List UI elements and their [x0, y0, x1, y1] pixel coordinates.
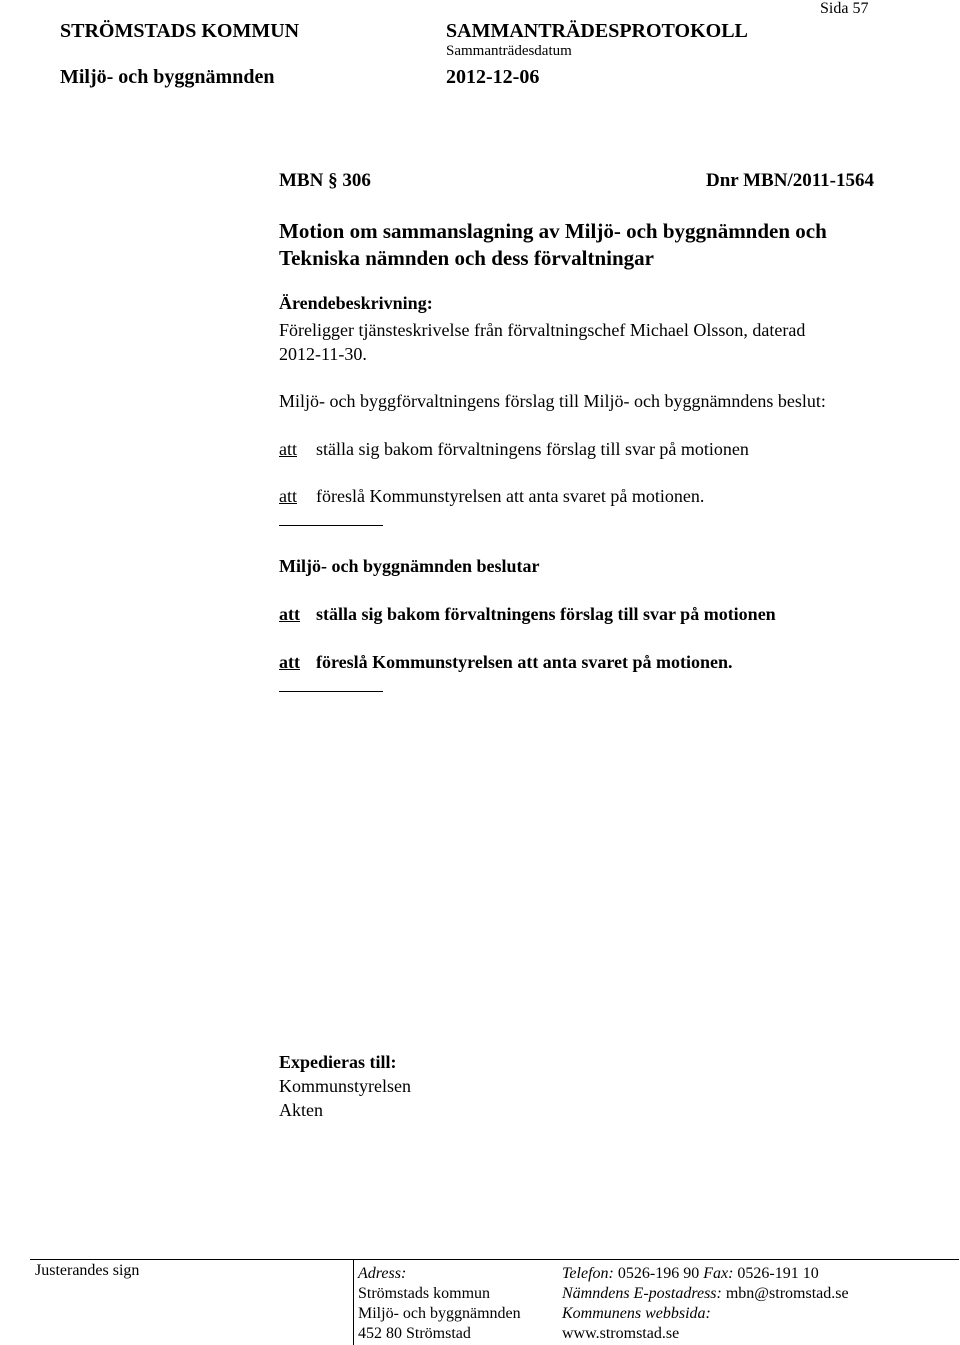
footer-divider — [353, 1259, 354, 1345]
dispatch-recipient: Akten — [279, 1100, 323, 1120]
meeting-date: 2012-12-06 — [446, 66, 540, 88]
case-title-line-1: Motion om sammanslagning av Miljö- och byggnämnden och — [279, 219, 827, 243]
contact-phone-fax — [562, 1265, 819, 1283]
decision-att-1: att — [279, 604, 300, 624]
decision-heading: Miljö- och byggnämnden beslutar — [279, 556, 540, 576]
meeting-date-label: Sammanträdesdatum — [446, 43, 572, 59]
address-line: Miljö- och byggnämnden — [358, 1305, 521, 1322]
page-number: Sida 57 — [820, 0, 869, 17]
decision-att-2: att — [279, 652, 300, 672]
decision-item-1: ställa sig bakom förvaltningens förslag till svar på motionen — [316, 604, 776, 624]
separator-line — [279, 691, 383, 692]
fax-label: Fax: — [703, 1265, 734, 1282]
decision-item-2: föreslå Kommunstyrelsen att anta svaret på motionen. — [316, 652, 733, 672]
dispatch-recipient: Kommunstyrelsen — [279, 1076, 411, 1096]
phone-label: Telefon: — [562, 1265, 614, 1282]
case-title-line-2: Tekniska nämnden och dess förvaltningar — [279, 246, 654, 270]
proposal-att-2: att — [279, 486, 297, 506]
dispatch-heading: Expedieras till: — [279, 1052, 397, 1072]
separator-line — [279, 525, 383, 526]
proposal-item-2: föreslå Kommunstyrelsen att anta svaret på motionen. — [316, 486, 705, 506]
document-type: SAMMANTRÄDESPROTOKOLL — [446, 20, 748, 42]
case-number: MBN § 306 — [279, 170, 371, 191]
contact-email — [562, 1285, 849, 1303]
fax-number: 0526-191 10 — [737, 1265, 819, 1282]
description-heading: Ärendebeskrivning: — [279, 293, 433, 313]
website-link[interactable]: www.stromstad.se — [562, 1325, 680, 1342]
case-dnr: Dnr MBN/2011-1564 — [706, 170, 875, 191]
address-label: Adress: — [358, 1265, 407, 1282]
proposal-item-1: ställa sig bakom förvaltningens förslag till svar på motionen — [316, 439, 749, 459]
proposal-att-1: att — [279, 439, 297, 459]
email-label: Nämndens E-postadress: — [562, 1285, 722, 1302]
address-line: 452 80 Strömstad — [358, 1325, 471, 1342]
committee-name: Miljö- och byggnämnden — [60, 66, 275, 88]
proposal-intro: Miljö- och byggförvaltningens förslag till Miljö- och byggnämndens beslut: — [279, 391, 826, 411]
phone-number: 0526-196 90 — [617, 1265, 700, 1282]
address-line: Strömstads kommun — [358, 1285, 491, 1302]
org-name: STRÖMSTADS KOMMUN — [60, 20, 300, 42]
signature-label: Justerandes sign — [35, 1262, 140, 1279]
footer-rule — [30, 1259, 959, 1260]
description-line-2: 2012-11-30. — [279, 344, 367, 364]
email-address[interactable]: mbn@stromstad.se — [725, 1285, 849, 1302]
description-line-1: Föreligger tjänsteskrivelse från förvaltningschef Michael Olsson, daterad — [279, 320, 806, 340]
website-label: Kommunens webbsida: — [562, 1305, 711, 1322]
